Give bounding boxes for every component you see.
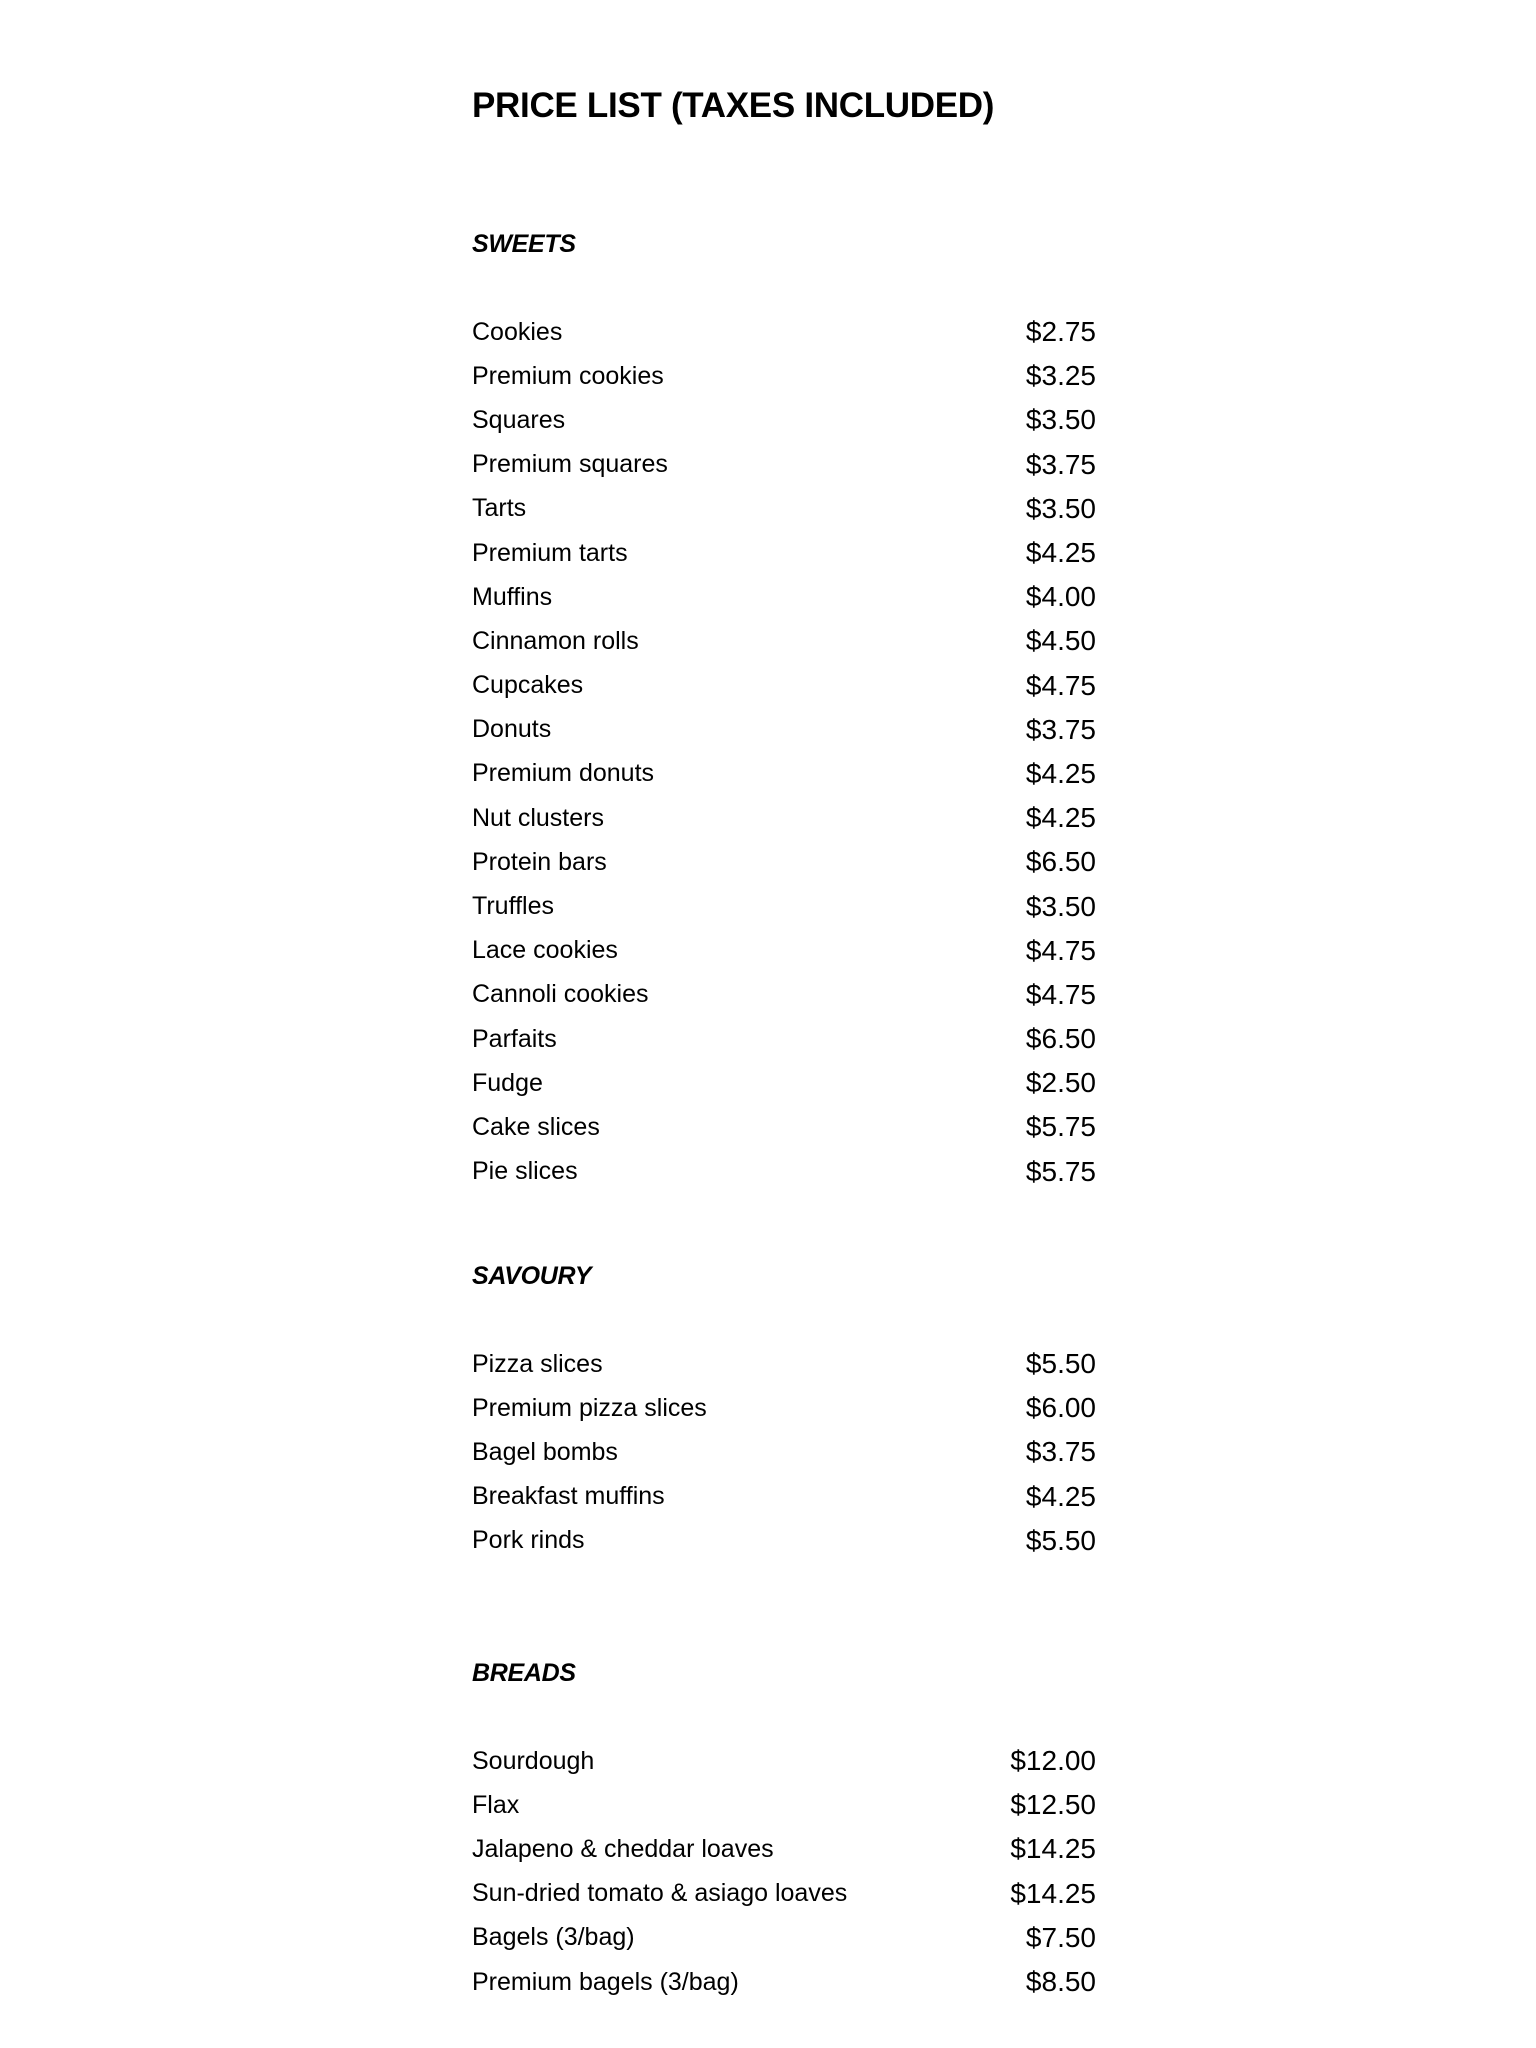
price-row: [472, 840, 1096, 884]
section-heading-savoury: SAVOURY: [472, 1262, 592, 1290]
price-row: [472, 1430, 1096, 1474]
item-price: $12.50: [1010, 1789, 1096, 1821]
section-heading-sweets: SWEETS: [472, 230, 576, 258]
item-price: $4.75: [1025, 978, 1096, 1010]
price-row: [472, 752, 1096, 796]
price-row: [472, 929, 1096, 973]
item-name: Premium donuts: [472, 759, 655, 788]
price-row: [472, 664, 1096, 708]
price-row: [472, 354, 1096, 398]
item-price: $8.50: [1025, 1966, 1096, 1998]
item-name: Flax: [472, 1790, 520, 1819]
price-row: [472, 619, 1096, 663]
item-price: $7.50: [1025, 1921, 1096, 1953]
item-price: $5.50: [1025, 1524, 1096, 1556]
sweets-item-list: [472, 310, 1096, 1194]
price-row: [472, 1475, 1096, 1519]
item-price: $4.25: [1025, 757, 1096, 789]
item-name: Cannoli cookies: [472, 980, 649, 1009]
price-row: [472, 531, 1096, 575]
price-row: [472, 1150, 1096, 1194]
price-row: [472, 1386, 1096, 1430]
item-price: $4.75: [1025, 669, 1096, 701]
item-price: $6.50: [1025, 846, 1096, 878]
price-row: [472, 310, 1096, 354]
price-row: [472, 1827, 1096, 1871]
item-name: Pizza slices: [472, 1349, 603, 1378]
price-row: [472, 708, 1096, 752]
item-price: $3.25: [1025, 360, 1096, 392]
price-row: [472, 575, 1096, 619]
item-name: Breakfast muffins: [472, 1482, 665, 1511]
item-name: Sourdough: [472, 1746, 595, 1775]
item-name: Premium bagels (3/bag): [472, 1967, 739, 1996]
price-row: [472, 487, 1096, 531]
item-name: Donuts: [472, 715, 552, 744]
page-title: PRICE LIST (TAXES INCLUDED): [472, 86, 995, 125]
price-row: [472, 1739, 1096, 1783]
item-name: Tarts: [472, 494, 527, 523]
item-price: $5.75: [1025, 1111, 1096, 1143]
price-row: [472, 398, 1096, 442]
item-price: $12.00: [1010, 1745, 1096, 1777]
item-price: $3.75: [1025, 448, 1096, 480]
price-row: [472, 1342, 1096, 1386]
section-heading-breads: BREADS: [472, 1659, 576, 1687]
item-name: Premium squares: [472, 450, 668, 479]
price-row: [472, 973, 1096, 1017]
item-price: $4.50: [1025, 625, 1096, 657]
item-price: $3.75: [1025, 1436, 1096, 1468]
item-price: $14.25: [1010, 1833, 1096, 1865]
price-row: [472, 443, 1096, 487]
item-name: Parfaits: [472, 1024, 557, 1053]
price-row: [472, 884, 1096, 928]
item-name: Cupcakes: [472, 671, 584, 700]
item-name: Premium cookies: [472, 361, 664, 390]
item-price: $6.50: [1025, 1023, 1096, 1055]
price-row: [472, 1519, 1096, 1563]
item-price: $3.50: [1025, 890, 1096, 922]
item-price: $2.50: [1025, 1067, 1096, 1099]
item-name: Cookies: [472, 317, 563, 346]
price-row: [472, 1872, 1096, 1916]
item-name: Cinnamon rolls: [472, 626, 639, 655]
item-price: $4.25: [1025, 537, 1096, 569]
price-row: [472, 1017, 1096, 1061]
item-name: Truffles: [472, 892, 554, 921]
item-name: Pork rinds: [472, 1526, 585, 1555]
item-name: Nut clusters: [472, 803, 604, 832]
price-row: [472, 796, 1096, 840]
item-price: $4.75: [1025, 934, 1096, 966]
item-name: Protein bars: [472, 847, 607, 876]
item-name: Sun-dried tomato & asiago loaves: [472, 1879, 848, 1908]
price-row: [472, 1916, 1096, 1960]
item-price: $3.50: [1025, 492, 1096, 524]
item-name: Premium tarts: [472, 538, 628, 567]
item-price: $4.25: [1025, 1480, 1096, 1512]
item-name: Muffins: [472, 582, 553, 611]
item-name: Cake slices: [472, 1112, 600, 1141]
item-price: $6.00: [1025, 1392, 1096, 1424]
breads-item-list: [472, 1739, 1096, 2004]
item-price: $5.75: [1025, 1155, 1096, 1187]
item-price: $3.75: [1025, 713, 1096, 745]
item-name: Premium pizza slices: [472, 1393, 707, 1422]
item-name: Pie slices: [472, 1157, 578, 1186]
price-row: [472, 1783, 1096, 1827]
item-name: Bagel bombs: [472, 1437, 618, 1466]
price-row: [472, 1105, 1096, 1149]
item-name: Fudge: [472, 1068, 543, 1097]
item-price: $4.00: [1025, 581, 1096, 613]
item-name: Jalapeno & cheddar loaves: [472, 1834, 774, 1863]
item-price: $4.25: [1025, 802, 1096, 834]
item-price: $5.50: [1025, 1348, 1096, 1380]
price-row: [472, 1960, 1096, 2004]
item-price: $14.25: [1010, 1877, 1096, 1909]
item-name: Lace cookies: [472, 936, 618, 965]
item-name: Squares: [472, 405, 566, 434]
item-price: $3.50: [1025, 404, 1096, 436]
price-row: [472, 1061, 1096, 1105]
item-name: Bagels (3/bag): [472, 1923, 635, 1952]
item-price: $2.75: [1025, 316, 1096, 348]
savoury-item-list: [472, 1342, 1096, 1563]
